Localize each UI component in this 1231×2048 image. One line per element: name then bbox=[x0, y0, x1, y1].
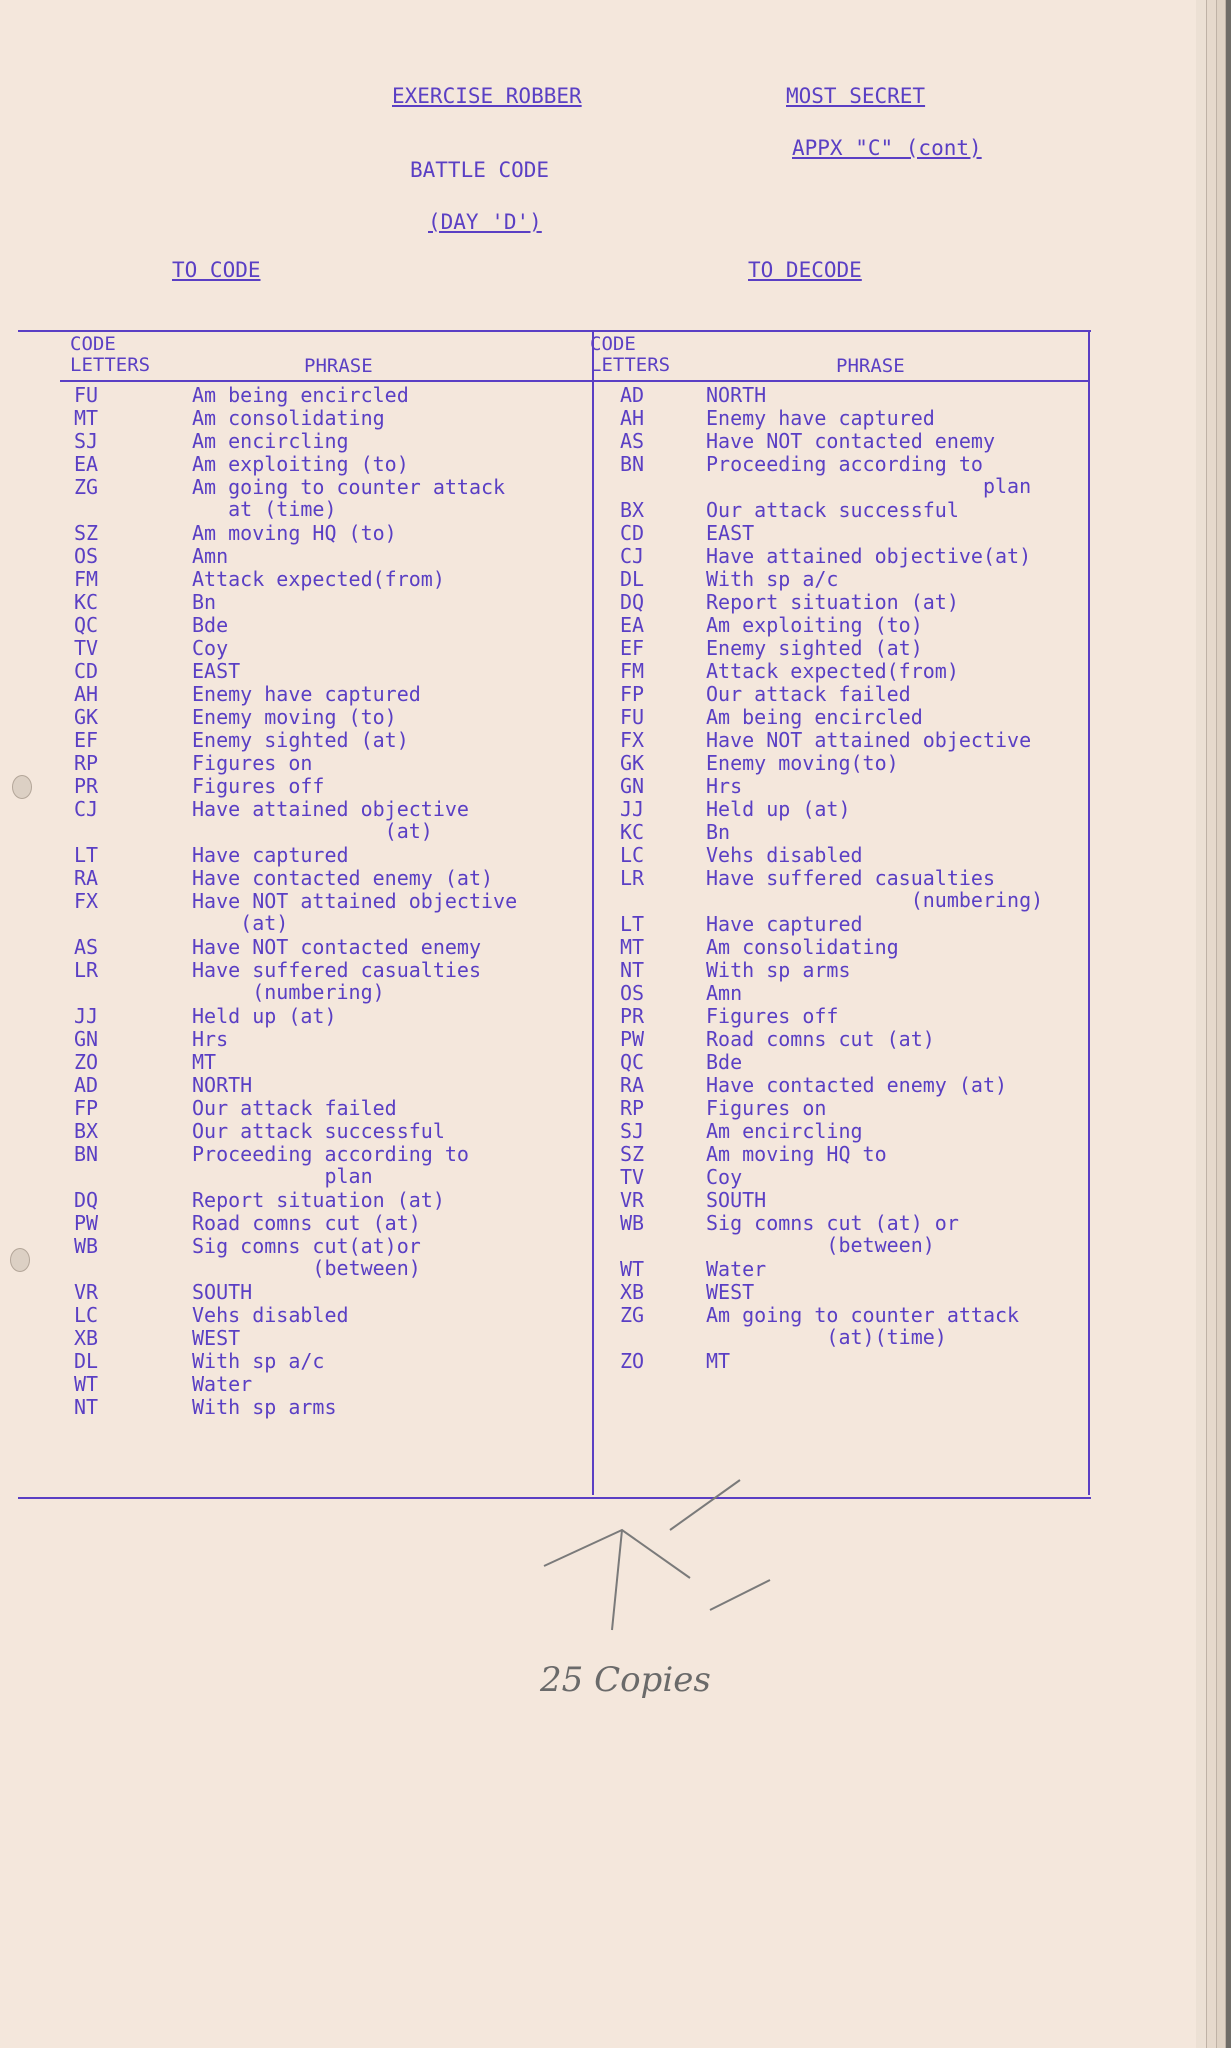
phrase: Enemy sighted (at) bbox=[192, 728, 409, 752]
pencil-arrow bbox=[540, 1470, 800, 1650]
phrase: Have NOT attained objective bbox=[706, 728, 1032, 752]
phrase: Bn bbox=[192, 590, 217, 614]
phrase: SOUTH bbox=[192, 1280, 253, 1304]
code-letters: MT bbox=[620, 935, 645, 959]
phrase: With sp a/c bbox=[192, 1349, 325, 1373]
code-letters: AD bbox=[74, 1073, 99, 1097]
table-row bbox=[620, 1120, 1120, 1143]
phrase: Have suffered casualties (numbering) bbox=[706, 866, 1044, 912]
table-row bbox=[620, 1097, 1120, 1120]
phrase: Our attack successful bbox=[706, 498, 959, 522]
phrase: Our attack successful bbox=[192, 1119, 445, 1143]
table-row bbox=[74, 1350, 574, 1373]
table-row bbox=[620, 407, 1120, 430]
table-row bbox=[620, 821, 1120, 844]
code-letters: GN bbox=[74, 1027, 99, 1051]
table-row bbox=[620, 936, 1120, 959]
table-row bbox=[74, 637, 574, 660]
phrase: Proceeding according to plan bbox=[706, 452, 1032, 498]
code-letters: SJ bbox=[620, 1119, 645, 1143]
code-letters: ZG bbox=[74, 475, 99, 499]
table-row bbox=[620, 453, 1120, 499]
code-letters: RA bbox=[74, 866, 99, 890]
phrase: EAST bbox=[192, 659, 241, 683]
phrase: SOUTH bbox=[706, 1188, 767, 1212]
code-letters: FU bbox=[620, 705, 645, 729]
code-letters: NT bbox=[74, 1395, 99, 1419]
table-row bbox=[620, 568, 1120, 591]
table-row bbox=[620, 1051, 1120, 1074]
table-row bbox=[74, 660, 574, 683]
table-row bbox=[74, 1373, 574, 1396]
code-letters-header-right bbox=[590, 334, 670, 376]
page-edge bbox=[1196, 0, 1207, 2048]
phrase: Figures on bbox=[192, 751, 313, 775]
code-letters: XB bbox=[74, 1326, 99, 1350]
phrase: Held up (at) bbox=[706, 797, 851, 821]
code-letters: BX bbox=[74, 1119, 99, 1143]
to-decode-heading: TO DECODE bbox=[748, 258, 862, 282]
code-letters: CJ bbox=[74, 797, 99, 821]
code-letters: SZ bbox=[74, 521, 99, 545]
table-row bbox=[620, 683, 1120, 706]
phrase: Have contacted enemy (at) bbox=[706, 1073, 1008, 1097]
table-row bbox=[620, 1350, 1120, 1373]
table-row bbox=[74, 706, 574, 729]
table-row bbox=[620, 1028, 1120, 1051]
table-row bbox=[74, 1212, 574, 1235]
phrase-header-left: PHRASE bbox=[304, 355, 373, 377]
phrase: Am exploiting (to) bbox=[192, 452, 409, 476]
phrase: Bde bbox=[706, 1050, 743, 1074]
code-letters: LC bbox=[74, 1303, 99, 1327]
code-letters: JJ bbox=[74, 1004, 99, 1028]
phrase: Held up (at) bbox=[192, 1004, 337, 1028]
phrase: Report situation (at) bbox=[192, 1188, 445, 1212]
code-letters: FU bbox=[74, 383, 99, 407]
table-row bbox=[620, 1281, 1120, 1304]
code-letters: EF bbox=[74, 728, 99, 752]
table-row bbox=[74, 1189, 574, 1212]
phrase: WEST bbox=[706, 1280, 755, 1304]
code-letters: NT bbox=[620, 958, 645, 982]
handwritten-note: 25 Copies bbox=[540, 1660, 711, 1700]
phrase: Enemy moving (to) bbox=[192, 705, 397, 729]
phrase: With sp arms bbox=[706, 958, 851, 982]
phrase: Have attained objective (at) bbox=[192, 797, 469, 843]
code-letters: GK bbox=[74, 705, 99, 729]
code-letters-header-left bbox=[70, 334, 150, 376]
phrase: Am going to counter attack (at)(time) bbox=[706, 1303, 1020, 1349]
code-label: CODE bbox=[590, 333, 636, 355]
code-letters: TV bbox=[74, 636, 99, 660]
table-row bbox=[620, 752, 1120, 775]
code-letters: WT bbox=[74, 1372, 99, 1396]
table-row bbox=[620, 545, 1120, 568]
phrase: Bde bbox=[192, 613, 229, 637]
code-letters: PW bbox=[74, 1211, 99, 1235]
phrase: Hrs bbox=[706, 774, 743, 798]
phrase: Am consolidating bbox=[706, 935, 899, 959]
phrase: NORTH bbox=[192, 1073, 253, 1097]
to-code-heading: TO CODE bbox=[172, 258, 261, 282]
code-letters: WT bbox=[620, 1257, 645, 1281]
code-letters: LR bbox=[74, 958, 99, 982]
table-row bbox=[74, 752, 574, 775]
phrase: Enemy have captured bbox=[706, 406, 935, 430]
phrase: Amn bbox=[192, 544, 229, 568]
table-row bbox=[74, 1074, 574, 1097]
table-row bbox=[620, 959, 1120, 982]
code-letters: GN bbox=[620, 774, 645, 798]
table-row bbox=[74, 568, 574, 591]
code-letters: GK bbox=[620, 751, 645, 775]
phrase: Figures off bbox=[706, 1004, 839, 1028]
table-row bbox=[620, 499, 1120, 522]
table-row bbox=[74, 959, 574, 1005]
code-letters: VR bbox=[74, 1280, 99, 1304]
table-row bbox=[74, 1005, 574, 1028]
code-letters: FM bbox=[74, 567, 99, 591]
table-row bbox=[74, 844, 574, 867]
phrase: Coy bbox=[192, 636, 229, 660]
phrase-header-right: PHRASE bbox=[836, 355, 905, 377]
table-row bbox=[74, 522, 574, 545]
code-letters: CD bbox=[620, 521, 645, 545]
table-row bbox=[620, 729, 1120, 752]
page-edge bbox=[1217, 0, 1226, 2048]
code-letters: AS bbox=[620, 429, 645, 453]
code-letters: KC bbox=[620, 820, 645, 844]
code-letters: EA bbox=[620, 613, 645, 637]
phrase: Our attack failed bbox=[706, 682, 911, 706]
phrase: MT bbox=[192, 1050, 217, 1074]
phrase: Have NOT contacted enemy bbox=[706, 429, 995, 453]
phrase: Attack expected(from) bbox=[706, 659, 959, 683]
table-row bbox=[620, 591, 1120, 614]
header-rule-left bbox=[60, 380, 592, 382]
day-label: (DAY 'D') bbox=[428, 210, 542, 234]
code-letters: QC bbox=[620, 1050, 645, 1074]
code-letters: RP bbox=[620, 1096, 645, 1120]
table-row bbox=[74, 1304, 574, 1327]
table-row bbox=[74, 867, 574, 890]
code-letters: AH bbox=[74, 682, 99, 706]
phrase: Our attack failed bbox=[192, 1096, 397, 1120]
table-row bbox=[74, 1396, 574, 1419]
phrase: Have NOT attained objective (at) bbox=[192, 889, 518, 935]
table-row bbox=[74, 545, 574, 568]
phrase: Am consolidating bbox=[192, 406, 385, 430]
code-letters: MT bbox=[74, 406, 99, 430]
appendix-label: APPX "C" (cont) bbox=[792, 136, 982, 160]
table-row bbox=[74, 1120, 574, 1143]
letters-label: LETTERS bbox=[70, 354, 151, 376]
code-letters: KC bbox=[74, 590, 99, 614]
phrase: MT bbox=[706, 1349, 731, 1373]
code-letters: TV bbox=[620, 1165, 645, 1189]
table-row bbox=[74, 1327, 574, 1350]
page-edge bbox=[1207, 0, 1217, 2048]
code-letters: CJ bbox=[620, 544, 645, 568]
table-row bbox=[74, 936, 574, 959]
code-letters: AS bbox=[74, 935, 99, 959]
phrase: WEST bbox=[192, 1326, 241, 1350]
code-letters: LT bbox=[74, 843, 99, 867]
table-row bbox=[620, 982, 1120, 1005]
table-row bbox=[74, 591, 574, 614]
code-letters: PR bbox=[74, 774, 99, 798]
phrase: Sig comns cut (at) or (between) bbox=[706, 1211, 959, 1257]
table-row bbox=[620, 913, 1120, 936]
phrase: Am being encircled bbox=[706, 705, 923, 729]
code-letters: FX bbox=[74, 889, 99, 913]
phrase: Have contacted enemy (at) bbox=[192, 866, 494, 890]
code-letters: DL bbox=[74, 1349, 99, 1373]
table-row bbox=[620, 1166, 1120, 1189]
phrase: Figures off bbox=[192, 774, 325, 798]
table-row bbox=[74, 384, 574, 407]
phrase: Vehs disabled bbox=[192, 1303, 349, 1327]
code-letters: OS bbox=[74, 544, 99, 568]
table-row bbox=[620, 637, 1120, 660]
code-letters: LT bbox=[620, 912, 645, 936]
code-letters: QC bbox=[74, 613, 99, 637]
phrase: Am exploiting (to) bbox=[706, 613, 923, 637]
phrase: With sp a/c bbox=[706, 567, 839, 591]
table-row bbox=[620, 660, 1120, 683]
table-row bbox=[620, 867, 1120, 913]
code-letters: EF bbox=[620, 636, 645, 660]
table-row bbox=[74, 453, 574, 476]
phrase: Am encircling bbox=[706, 1119, 863, 1143]
phrase: Am encircling bbox=[192, 429, 349, 453]
code-label: CODE bbox=[70, 333, 116, 355]
phrase: Hrs bbox=[192, 1027, 229, 1051]
column-divider bbox=[592, 330, 594, 1495]
phrase: Water bbox=[192, 1372, 253, 1396]
code-letters: SJ bbox=[74, 429, 99, 453]
phrase: Am being encircled bbox=[192, 383, 409, 407]
table-row bbox=[74, 729, 574, 752]
phrase: Report situation (at) bbox=[706, 590, 959, 614]
code-letters: RA bbox=[620, 1073, 645, 1097]
phrase: Road comns cut (at) bbox=[706, 1027, 935, 1051]
code-letters: WB bbox=[620, 1211, 645, 1235]
table-row bbox=[74, 614, 574, 637]
table-row bbox=[620, 706, 1120, 729]
table-row bbox=[620, 522, 1120, 545]
table-row bbox=[74, 775, 574, 798]
phrase: Proceeding according to plan bbox=[192, 1142, 469, 1188]
code-letters: XB bbox=[620, 1280, 645, 1304]
code-letters: BN bbox=[620, 452, 645, 476]
code-letters: LC bbox=[620, 843, 645, 867]
phrase: Have captured bbox=[706, 912, 863, 936]
code-letters: FP bbox=[74, 1096, 99, 1120]
table-row bbox=[620, 430, 1120, 453]
code-letters: ZG bbox=[620, 1303, 645, 1327]
code-letters: CD bbox=[74, 659, 99, 683]
table-row bbox=[74, 430, 574, 453]
code-letters: BX bbox=[620, 498, 645, 522]
code-letters: WB bbox=[74, 1234, 99, 1258]
phrase: Have suffered casualties (numbering) bbox=[192, 958, 481, 1004]
phrase: EAST bbox=[706, 521, 755, 545]
exercise-title: EXERCISE ROBBER bbox=[392, 84, 582, 108]
table-row bbox=[620, 1074, 1120, 1097]
letters-label: LETTERS bbox=[590, 354, 671, 376]
table-row bbox=[620, 844, 1120, 867]
table-row bbox=[620, 1258, 1120, 1281]
code-letters: PR bbox=[620, 1004, 645, 1028]
table-row bbox=[74, 476, 574, 522]
table-row bbox=[74, 407, 574, 430]
code-letters: DQ bbox=[620, 590, 645, 614]
table-row bbox=[74, 683, 574, 706]
code-letters: BN bbox=[74, 1142, 99, 1166]
table-row bbox=[620, 798, 1120, 821]
table-row bbox=[620, 384, 1120, 407]
code-letters: DQ bbox=[74, 1188, 99, 1212]
phrase: Am moving HQ to bbox=[706, 1142, 887, 1166]
table-row bbox=[620, 1304, 1120, 1350]
table-row bbox=[74, 1281, 574, 1304]
phrase: Bn bbox=[706, 820, 731, 844]
phrase: Attack expected(from) bbox=[192, 567, 445, 591]
table-row bbox=[74, 1235, 574, 1281]
table-row bbox=[74, 1051, 574, 1074]
table-row bbox=[74, 1097, 574, 1120]
table-row bbox=[620, 1189, 1120, 1212]
phrase: Vehs disabled bbox=[706, 843, 863, 867]
classification-label: MOST SECRET bbox=[786, 84, 926, 108]
phrase: Figures on bbox=[706, 1096, 827, 1120]
phrase: Enemy have captured bbox=[192, 682, 421, 706]
code-letters: FP bbox=[620, 682, 645, 706]
code-letters: OS bbox=[620, 981, 645, 1005]
code-letters: VR bbox=[620, 1188, 645, 1212]
code-letters: ZO bbox=[620, 1349, 645, 1373]
code-letters: PW bbox=[620, 1027, 645, 1051]
phrase: Have attained objective(at) bbox=[706, 544, 1032, 568]
table-row bbox=[74, 890, 574, 936]
code-letters: JJ bbox=[620, 797, 645, 821]
code-letters: AD bbox=[620, 383, 645, 407]
table-row bbox=[620, 1005, 1120, 1028]
code-letters: EA bbox=[74, 452, 99, 476]
phrase: With sp arms bbox=[192, 1395, 337, 1419]
document-title: BATTLE CODE bbox=[410, 158, 550, 182]
phrase: Enemy sighted (at) bbox=[706, 636, 923, 660]
table-row bbox=[74, 1143, 574, 1189]
code-letters: DL bbox=[620, 567, 645, 591]
phrase: NORTH bbox=[706, 383, 767, 407]
header-rule-right bbox=[592, 380, 1088, 382]
phrase: Am going to counter attack at (time) bbox=[192, 475, 506, 521]
table-row bbox=[74, 1028, 574, 1051]
code-letters: LR bbox=[620, 866, 645, 890]
code-letters: SZ bbox=[620, 1142, 645, 1166]
table-row bbox=[620, 614, 1120, 637]
code-letters: ZO bbox=[74, 1050, 99, 1074]
code-letters: FX bbox=[620, 728, 645, 752]
phrase: Have captured bbox=[192, 843, 349, 867]
phrase: Have NOT contacted enemy bbox=[192, 935, 481, 959]
code-letters: FM bbox=[620, 659, 645, 683]
table-row bbox=[620, 775, 1120, 798]
table-row bbox=[620, 1143, 1120, 1166]
code-letters: RP bbox=[74, 751, 99, 775]
phrase: Water bbox=[706, 1257, 767, 1281]
phrase: Amn bbox=[706, 981, 743, 1005]
phrase: Enemy moving(to) bbox=[706, 751, 899, 775]
table-row bbox=[74, 798, 574, 844]
phrase: Am moving HQ (to) bbox=[192, 521, 397, 545]
phrase: Road comns cut (at) bbox=[192, 1211, 421, 1235]
phrase: Coy bbox=[706, 1165, 743, 1189]
phrase: Sig comns cut(at)or (between) bbox=[192, 1234, 421, 1280]
table-row bbox=[620, 1212, 1120, 1258]
code-letters: AH bbox=[620, 406, 645, 430]
